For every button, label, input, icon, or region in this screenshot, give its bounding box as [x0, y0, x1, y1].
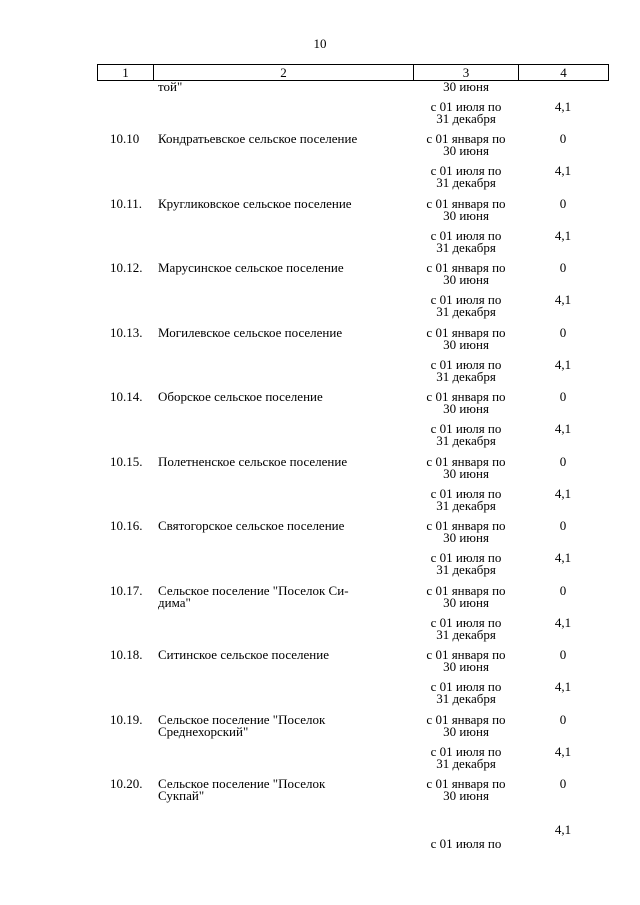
row-period-2: с 01 июля по: [430, 550, 502, 565]
row-value-2: 4,1: [554, 421, 572, 436]
row-period-1: 30 июня: [443, 272, 489, 287]
row-period-1: 30 июня: [443, 466, 489, 481]
row-value-1: 0: [559, 647, 567, 662]
row-name: дима": [158, 595, 191, 610]
row-value-2: 4,1: [554, 679, 572, 694]
row-value-2: 4,1: [554, 228, 572, 243]
row-value-1: 0: [559, 776, 567, 791]
row-name: Сельское поселение "Поселок: [158, 712, 326, 727]
row-period-1: с 01 января по: [426, 518, 506, 533]
row-period-2: с 01 июля по: [430, 486, 502, 501]
row-value-1: 0: [559, 325, 567, 340]
header-col-4: 4: [560, 65, 567, 80]
row-period-2: 31 декабря: [436, 498, 496, 513]
row-period-2: с 01 июля по: [430, 744, 502, 759]
row-period-2: с 01 июля по: [430, 292, 502, 307]
row-period-2: с 01 июля по: [430, 615, 502, 630]
row-number: 10.19.: [110, 712, 143, 727]
row-period-1: 30 июня: [443, 401, 489, 416]
row-number: 10.15.: [110, 454, 143, 469]
row-name: Сукпай": [158, 788, 205, 803]
row-value-1: 0: [559, 583, 567, 598]
row-name: Могилевское сельское поселение: [158, 325, 343, 340]
row-period-1: 30 июня: [443, 143, 489, 158]
row-name: Оборское сельское поселение: [158, 389, 323, 404]
row-period-2: с 01 июля по: [430, 357, 502, 372]
row-period-1: с 01 января по: [426, 196, 506, 211]
row-period-1: 30 июня: [443, 208, 489, 223]
row-period-1: 30 июня: [443, 659, 489, 674]
row-number: 10.16.: [110, 518, 143, 533]
row-period-2: 31 декабря: [436, 562, 496, 577]
header-col-3: 3: [414, 65, 519, 80]
row-value-2: 4,1: [554, 486, 572, 501]
row-period-2: с 01 июля по: [430, 228, 502, 243]
row-value-1: 0: [559, 454, 567, 469]
row-name: Кругликовское сельское поселение: [158, 196, 352, 211]
row-period-2: 31 декабря: [436, 691, 496, 706]
row-period-1: с 01 января по: [426, 776, 506, 791]
row-number: 10.20.: [110, 776, 143, 791]
row-period-1: с 01 января по: [426, 712, 506, 727]
row-period-2: 31 декабря: [436, 240, 496, 255]
continued-period-2-end: 31 декабря: [436, 111, 496, 126]
row-name: Святогорское сельское поселение: [158, 518, 345, 533]
row-name: Ситинское сельское поселение: [158, 647, 329, 662]
row-period-1: с 01 января по: [426, 260, 506, 275]
row-value-1: 0: [559, 196, 567, 211]
row-name: Среднехорский": [158, 724, 249, 739]
continued-value: 4,1: [554, 99, 572, 114]
header-col-1: 1: [98, 65, 154, 80]
row-period-2: с 01 июля по: [430, 421, 502, 436]
row-value-1: 0: [559, 518, 567, 533]
row-number: 10.10: [110, 131, 140, 146]
row-number: 10.12.: [110, 260, 143, 275]
row-period-2: 31 декабря: [436, 433, 496, 448]
row-name: Кондратьевское сельское поселение: [158, 131, 358, 146]
row-number: 10.17.: [110, 583, 143, 598]
row-name: Марусинское сельское поселение: [158, 260, 344, 275]
row-period-2: 31 декабря: [436, 304, 496, 319]
row-period-1: 30 июня: [443, 337, 489, 352]
row-value-2: 4,1: [554, 744, 572, 759]
row-name: Сельское поселение "Поселок: [158, 776, 326, 791]
row-period-1: с 01 января по: [426, 325, 506, 340]
row-period-1: 30 июня: [443, 530, 489, 545]
row-number: 10.13.: [110, 325, 143, 340]
row-value-2: 4,1: [554, 292, 572, 307]
row-number: 10.11.: [110, 196, 143, 211]
tail-value: 4,1: [554, 822, 572, 837]
row-number: 10.18.: [110, 647, 143, 662]
row-period-1: 30 июня: [443, 724, 489, 739]
row-period-1: с 01 января по: [426, 131, 506, 146]
row-value-1: 0: [559, 712, 567, 727]
row-period-1: с 01 января по: [426, 647, 506, 662]
continued-period: 30 июня: [443, 79, 489, 94]
row-name: Сельское поселение "Поселок Си-: [158, 583, 349, 598]
row-value-1: 0: [559, 131, 567, 146]
row-period-1: с 01 января по: [426, 583, 506, 598]
row-value-2: 4,1: [554, 550, 572, 565]
row-value-2: 4,1: [554, 163, 572, 178]
continued-period-2: с 01 июля по: [430, 99, 502, 114]
row-number: 10.14.: [110, 389, 143, 404]
row-period-1: 30 июня: [443, 788, 489, 803]
page-number: 10: [313, 36, 327, 51]
header-col-2: 2: [154, 65, 414, 80]
row-period-2: 31 декабря: [436, 627, 496, 642]
row-value-1: 0: [559, 389, 567, 404]
row-period-1: с 01 января по: [426, 389, 506, 404]
row-period-2: 31 декабря: [436, 756, 496, 771]
row-value-2: 4,1: [554, 357, 572, 372]
tail-period: с 01 июля по: [430, 836, 502, 851]
continued-name: той": [158, 79, 183, 94]
row-period-1: 30 июня: [443, 595, 489, 610]
row-period-2: 31 декабря: [436, 175, 496, 190]
row-value-1: 0: [559, 260, 567, 275]
row-period-2: с 01 июля по: [430, 163, 502, 178]
row-name: Полетненское сельское поселение: [158, 454, 348, 469]
row-period-1: с 01 января по: [426, 454, 506, 469]
row-value-2: 4,1: [554, 615, 572, 630]
row-period-2: с 01 июля по: [430, 679, 502, 694]
row-period-2: 31 декабря: [436, 369, 496, 384]
